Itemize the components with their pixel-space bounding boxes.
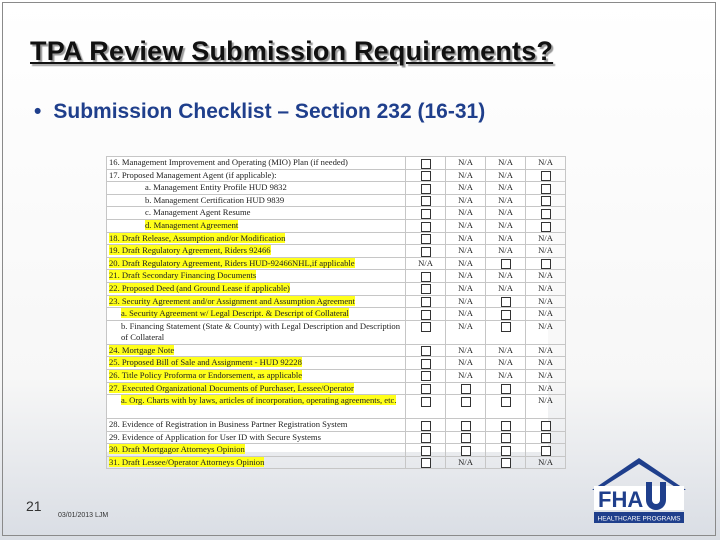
checklist-row: [107, 419, 566, 432]
checkbox-icon: [421, 384, 431, 394]
checkbox-icon: [461, 397, 471, 407]
checklist-cell: [526, 395, 566, 419]
checklist-item-label: [107, 219, 406, 232]
checklist-cell: [526, 270, 566, 283]
checklist-cell-text: N/A: [538, 395, 553, 406]
checklist-item-label: [107, 182, 406, 195]
checklist-cell: [446, 320, 486, 344]
checklist-row: [107, 219, 566, 232]
checklist-cell-text: N/A: [458, 219, 473, 230]
checkbox-icon: [461, 446, 471, 456]
checklist-cell: [446, 282, 486, 295]
checklist-cell: [486, 245, 526, 258]
checklist-item-text: 23. Security Agreement and/or Assignment and Assumption Agreement: [109, 295, 355, 306]
checklist-row: [107, 270, 566, 283]
checkbox-icon: [501, 458, 511, 468]
checklist-cell: [406, 395, 446, 419]
checklist-cell: [406, 270, 446, 283]
checklist-item-label: [107, 282, 406, 295]
checklist-cell: [446, 219, 486, 232]
checklist-cell: [406, 369, 446, 382]
checkbox-icon: [501, 433, 511, 443]
checklist-cell-text: N/A: [498, 232, 513, 243]
checklist-cell: [526, 169, 566, 182]
checklist-cell: [486, 182, 526, 195]
checkbox-icon: [541, 446, 551, 456]
checklist-cell: [446, 382, 486, 395]
checklist-cell: [406, 357, 446, 370]
checklist-cell: [446, 169, 486, 182]
checklist-cell: [406, 207, 446, 220]
checklist-cell: [526, 308, 566, 321]
checklist-cell: [486, 357, 526, 370]
checklist-item-label: [107, 232, 406, 245]
checklist-cell: [446, 270, 486, 283]
checklist-cell: [406, 419, 446, 432]
checklist-cell: [406, 232, 446, 245]
checkbox-icon: [421, 433, 431, 443]
checklist-item-label: [107, 157, 406, 170]
checklist-item-text: 21. Draft Secondary Financing Documents: [109, 270, 257, 281]
checklist-cell: [406, 344, 446, 357]
checklist-item-label: [107, 344, 406, 357]
checklist-cell-text: N/A: [458, 344, 473, 355]
checklist-cell-text: N/A: [498, 282, 513, 293]
checklist-cell: [406, 295, 446, 308]
checklist-item-text: 25. Proposed Bill of Sale and Assignment - HUD 92228: [109, 357, 302, 368]
checklist-cell: [486, 320, 526, 344]
checklist-item-label: [107, 295, 406, 308]
checklist-cell: [446, 456, 486, 469]
checkbox-icon: [421, 196, 431, 206]
checkbox-icon: [541, 433, 551, 443]
checklist-cell-text: N/A: [498, 357, 513, 368]
checklist-cell-text: N/A: [538, 320, 553, 331]
checklist-cell: [406, 431, 446, 444]
checklist-item-text: a. Management Entity Profile HUD 9832: [145, 182, 287, 193]
checkbox-icon: [461, 384, 471, 394]
checkbox-icon: [501, 446, 511, 456]
checklist-cell: [406, 444, 446, 457]
checklist-cell: [526, 194, 566, 207]
checklist-row: [107, 295, 566, 308]
checkbox-icon: [421, 272, 431, 282]
checklist-item-text: 29. Evidence of Application for User ID with Secure Systems: [109, 431, 321, 442]
checklist-cell: [486, 395, 526, 419]
checklist-cell-text: N/A: [458, 182, 473, 193]
checkbox-icon: [421, 284, 431, 294]
checklist-item-text: 18. Draft Release, Assumption and/or Modification: [109, 232, 286, 243]
checklist-item-text: b. Financing Statement (State & County) with Legal Description and Description of Collateral: [121, 320, 401, 342]
checklist-row: [107, 282, 566, 295]
checklist-cell: [446, 207, 486, 220]
checklist-item-label: [107, 308, 406, 321]
checklist-cell: [406, 320, 446, 344]
checklist-item-text: 28. Evidence of Registration in Business Partner Registration System: [109, 419, 348, 430]
checklist-item-label: [107, 369, 406, 382]
checklist-cell: [406, 182, 446, 195]
checklist-cell: [446, 444, 486, 457]
checklist-row: [107, 232, 566, 245]
checklist-cell-text: N/A: [498, 207, 513, 218]
checklist-cell-text: N/A: [458, 320, 473, 331]
checklist-row: [107, 157, 566, 170]
checkbox-icon: [541, 184, 551, 194]
checklist-cell-text: N/A: [498, 270, 513, 281]
checklist-cell: [526, 320, 566, 344]
checklist-cell: [526, 357, 566, 370]
checklist-item-text: c. Management Agent Resume: [145, 207, 251, 218]
checklist-cell: [446, 182, 486, 195]
checklist-cell: [486, 382, 526, 395]
checkbox-icon: [421, 458, 431, 468]
checkbox-icon: [421, 346, 431, 356]
checklist-cell: [486, 369, 526, 382]
checkbox-icon: [421, 247, 431, 257]
checkbox-icon: [501, 322, 511, 332]
checklist-row: [107, 369, 566, 382]
checklist-cell: [526, 382, 566, 395]
checklist-cell: [526, 182, 566, 195]
checklist-cell: [406, 169, 446, 182]
checkbox-icon: [541, 259, 551, 269]
checkbox-icon: [501, 259, 511, 269]
checklist-cell: [526, 295, 566, 308]
checklist-row: [107, 444, 566, 457]
page-number: 21: [26, 498, 42, 514]
checklist-row: [107, 182, 566, 195]
footer-date: 03/01/2013 LJM: [58, 512, 109, 519]
checklist-item-text: 30. Draft Mortgagor Attorneys Opinion: [109, 444, 245, 455]
checklist-cell-text: N/A: [498, 194, 513, 205]
checkbox-icon: [541, 196, 551, 206]
checklist-row: [107, 395, 566, 419]
checklist-cell: [486, 157, 526, 170]
checklist-cell-text: N/A: [538, 456, 553, 467]
checklist-cell: [406, 194, 446, 207]
checklist-row: [107, 245, 566, 258]
checklist-cell: [446, 357, 486, 370]
checklist-cell: [446, 194, 486, 207]
checklist-item-text: 27. Executed Organizational Documents of Purchaser, Lessee/Operator: [109, 382, 354, 393]
checklist-table: [106, 156, 566, 469]
checklist-cell: [446, 344, 486, 357]
checklist-cell: [486, 207, 526, 220]
bullet-item: [34, 100, 485, 124]
checklist-item-label: [107, 357, 406, 370]
checklist-cell: [446, 308, 486, 321]
checklist-item-label: [107, 207, 406, 220]
logo-subtitle: HEALTHCARE PROGRAMS: [597, 515, 681, 523]
checkbox-icon: [501, 384, 511, 394]
checklist-cell-text: N/A: [458, 282, 473, 293]
checklist-item-text: 24. Mortgage Note: [109, 344, 175, 355]
checklist-cell: [526, 444, 566, 457]
checklist-cell-text: N/A: [458, 194, 473, 205]
checkbox-icon: [541, 209, 551, 219]
checklist-cell-text: N/A: [498, 182, 513, 193]
checklist-cell: [486, 344, 526, 357]
checkbox-icon: [541, 222, 551, 232]
checklist-cell-text: N/A: [538, 357, 553, 368]
checklist-cell-text: N/A: [458, 270, 473, 281]
checklist-cell: [446, 395, 486, 419]
checklist-item-label: [107, 194, 406, 207]
checklist-cell: [486, 257, 526, 270]
checklist-row: [107, 344, 566, 357]
checkbox-icon: [541, 421, 551, 431]
checklist-cell-text: N/A: [538, 308, 553, 319]
checklist-cell: [526, 219, 566, 232]
slide-title: TPA Review Submission Requirements?: [30, 36, 554, 66]
checkbox-icon: [501, 421, 511, 431]
checkbox-icon: [421, 446, 431, 456]
checklist-row: [107, 456, 566, 469]
checklist-cell: [406, 282, 446, 295]
checklist-cell-text: N/A: [498, 369, 513, 380]
checklist-item-label: [107, 456, 406, 469]
checklist-item-text: a. Org. Charts with by laws, articles of incorporation, operating agreements, etc.: [121, 395, 397, 406]
checklist-cell-text: N/A: [458, 245, 473, 256]
checklist-item-label: [107, 270, 406, 283]
checklist-cell-text: N/A: [458, 207, 473, 218]
checkbox-icon: [421, 322, 431, 332]
checklist-cell: [406, 157, 446, 170]
checklist-item-text: 31. Draft Lessee/Operator Attorneys Opinion: [109, 456, 265, 467]
checkbox-icon: [501, 297, 511, 307]
checkbox-icon: [501, 397, 511, 407]
checklist-cell: [446, 431, 486, 444]
checkbox-icon: [421, 421, 431, 431]
checklist-cell: [526, 257, 566, 270]
checklist-cell: [526, 369, 566, 382]
checkbox-icon: [421, 159, 431, 169]
checklist-cell: [446, 157, 486, 170]
logo-text: FHA: [598, 487, 644, 512]
checklist-cell-text: N/A: [498, 245, 513, 256]
checklist-cell: [526, 207, 566, 220]
checklist-item-text: 19. Draft Regulatory Agreement, Riders 92466: [109, 245, 271, 256]
checklist-cell: [526, 456, 566, 469]
checklist-item-text: d. Management Agreement: [145, 219, 239, 230]
checklist-cell-text: N/A: [458, 456, 473, 467]
checklist-cell-text: N/A: [458, 295, 473, 306]
checklist-cell: [526, 344, 566, 357]
checklist-cell: [406, 219, 446, 232]
checklist-item-text: a. Security Agreement w/ Legal Descript. & Descript of Collateral: [121, 308, 349, 319]
checklist-cell-text: N/A: [418, 257, 433, 268]
checklist-cell-text: N/A: [538, 295, 553, 306]
checklist-cell: [446, 257, 486, 270]
checklist-item-label: [107, 431, 406, 444]
checklist-cell: [406, 382, 446, 395]
checklist-cell-text: N/A: [458, 169, 473, 180]
checklist-cell: [406, 456, 446, 469]
checklist-item-text: 20. Draft Regulatory Agreement, Riders HUD-92466NHL,if applicable: [109, 257, 355, 268]
checklist-cell-text: N/A: [458, 308, 473, 319]
checklist-cell: [526, 232, 566, 245]
fha-logo-icon: [584, 452, 694, 524]
checklist-item-label: [107, 169, 406, 182]
checkbox-icon: [421, 184, 431, 194]
checklist-cell: [446, 419, 486, 432]
checklist-cell: [486, 270, 526, 283]
checklist-cell-text: N/A: [538, 282, 553, 293]
checklist-cell: [526, 431, 566, 444]
checklist-item-label: [107, 320, 406, 344]
checklist-item-label: [107, 419, 406, 432]
checklist-cell-text: N/A: [458, 157, 473, 167]
checkbox-icon: [421, 397, 431, 407]
checklist-cell: [486, 282, 526, 295]
checklist-cell: [486, 232, 526, 245]
checklist-cell-text: N/A: [498, 219, 513, 230]
checklist-cell: [486, 456, 526, 469]
checkbox-icon: [541, 171, 551, 181]
checkbox-icon: [421, 209, 431, 219]
checklist-cell-text: N/A: [498, 169, 513, 180]
checklist-cell: [486, 219, 526, 232]
checklist-cell: [406, 308, 446, 321]
checklist-cell: [486, 431, 526, 444]
checklist-row: [107, 194, 566, 207]
checklist-item-label: [107, 257, 406, 270]
checklist-cell: [526, 245, 566, 258]
checklist-item-label: [107, 444, 406, 457]
checklist-item-label: [107, 382, 406, 395]
checkbox-icon: [421, 359, 431, 369]
checklist-cell: [486, 295, 526, 308]
checklist-cell: [526, 419, 566, 432]
checkbox-icon: [421, 297, 431, 307]
checklist-cell-text: N/A: [458, 369, 473, 380]
checklist-cell: [446, 369, 486, 382]
checkbox-icon: [501, 310, 511, 320]
checklist-cell: [446, 245, 486, 258]
checkbox-icon: [421, 234, 431, 244]
checkbox-icon: [421, 371, 431, 381]
checklist-cell-text: N/A: [538, 344, 553, 355]
checklist-row: [107, 431, 566, 444]
checklist-document: [106, 156, 553, 467]
checklist-row: [107, 169, 566, 182]
checklist-cell: [526, 157, 566, 170]
checklist-cell-text: N/A: [538, 382, 553, 393]
checklist-cell-text: N/A: [458, 257, 473, 268]
checklist-item-text: 22. Proposed Deed (and Ground Lease if applicable): [109, 282, 290, 293]
checklist-cell: [486, 169, 526, 182]
checklist-row: [107, 257, 566, 270]
checklist-item-label: [107, 245, 406, 258]
checklist-cell: [486, 419, 526, 432]
checkbox-icon: [461, 433, 471, 443]
checklist-cell-text: N/A: [538, 232, 553, 243]
checklist-cell-text: N/A: [498, 344, 513, 355]
checklist-cell: [406, 257, 446, 270]
checklist-cell-text: N/A: [458, 357, 473, 368]
checkbox-icon: [421, 171, 431, 181]
checklist-row: [107, 308, 566, 321]
checklist-cell-text: N/A: [538, 157, 553, 167]
checklist-row: [107, 320, 566, 344]
checklist-cell-text: N/A: [538, 245, 553, 256]
checklist-item-text: 26. Title Policy Proforma or Endorsement, as applicable: [109, 369, 303, 380]
checklist-item-text: 16. Management Improvement and Operating (MIO) Plan (if needed): [109, 157, 348, 167]
checklist-cell: [446, 232, 486, 245]
checklist-item-text: b. Management Certification HUD 9839: [145, 194, 285, 205]
checklist-row: [107, 207, 566, 220]
bullet-icon: •: [34, 100, 42, 123]
checklist-cell: [446, 295, 486, 308]
checklist-item-label: [107, 395, 406, 419]
checklist-row: [107, 382, 566, 395]
checklist-cell-text: N/A: [498, 157, 513, 167]
checklist-cell: [406, 245, 446, 258]
checklist-cell-text: N/A: [538, 270, 553, 281]
checklist-cell-text: N/A: [458, 232, 473, 243]
checkbox-icon: [421, 222, 431, 232]
checkbox-icon: [421, 310, 431, 320]
checklist-cell-text: N/A: [538, 369, 553, 380]
checklist-cell: [486, 308, 526, 321]
checklist-cell: [486, 444, 526, 457]
checkbox-icon: [461, 421, 471, 431]
checklist-cell: [526, 282, 566, 295]
checklist-cell: [486, 194, 526, 207]
bullet-text: Submission Checklist – Section 232 (16-31): [53, 100, 486, 123]
checklist-row: [107, 357, 566, 370]
checklist-item-text: 17. Proposed Management Agent (if applicable):: [109, 169, 277, 180]
